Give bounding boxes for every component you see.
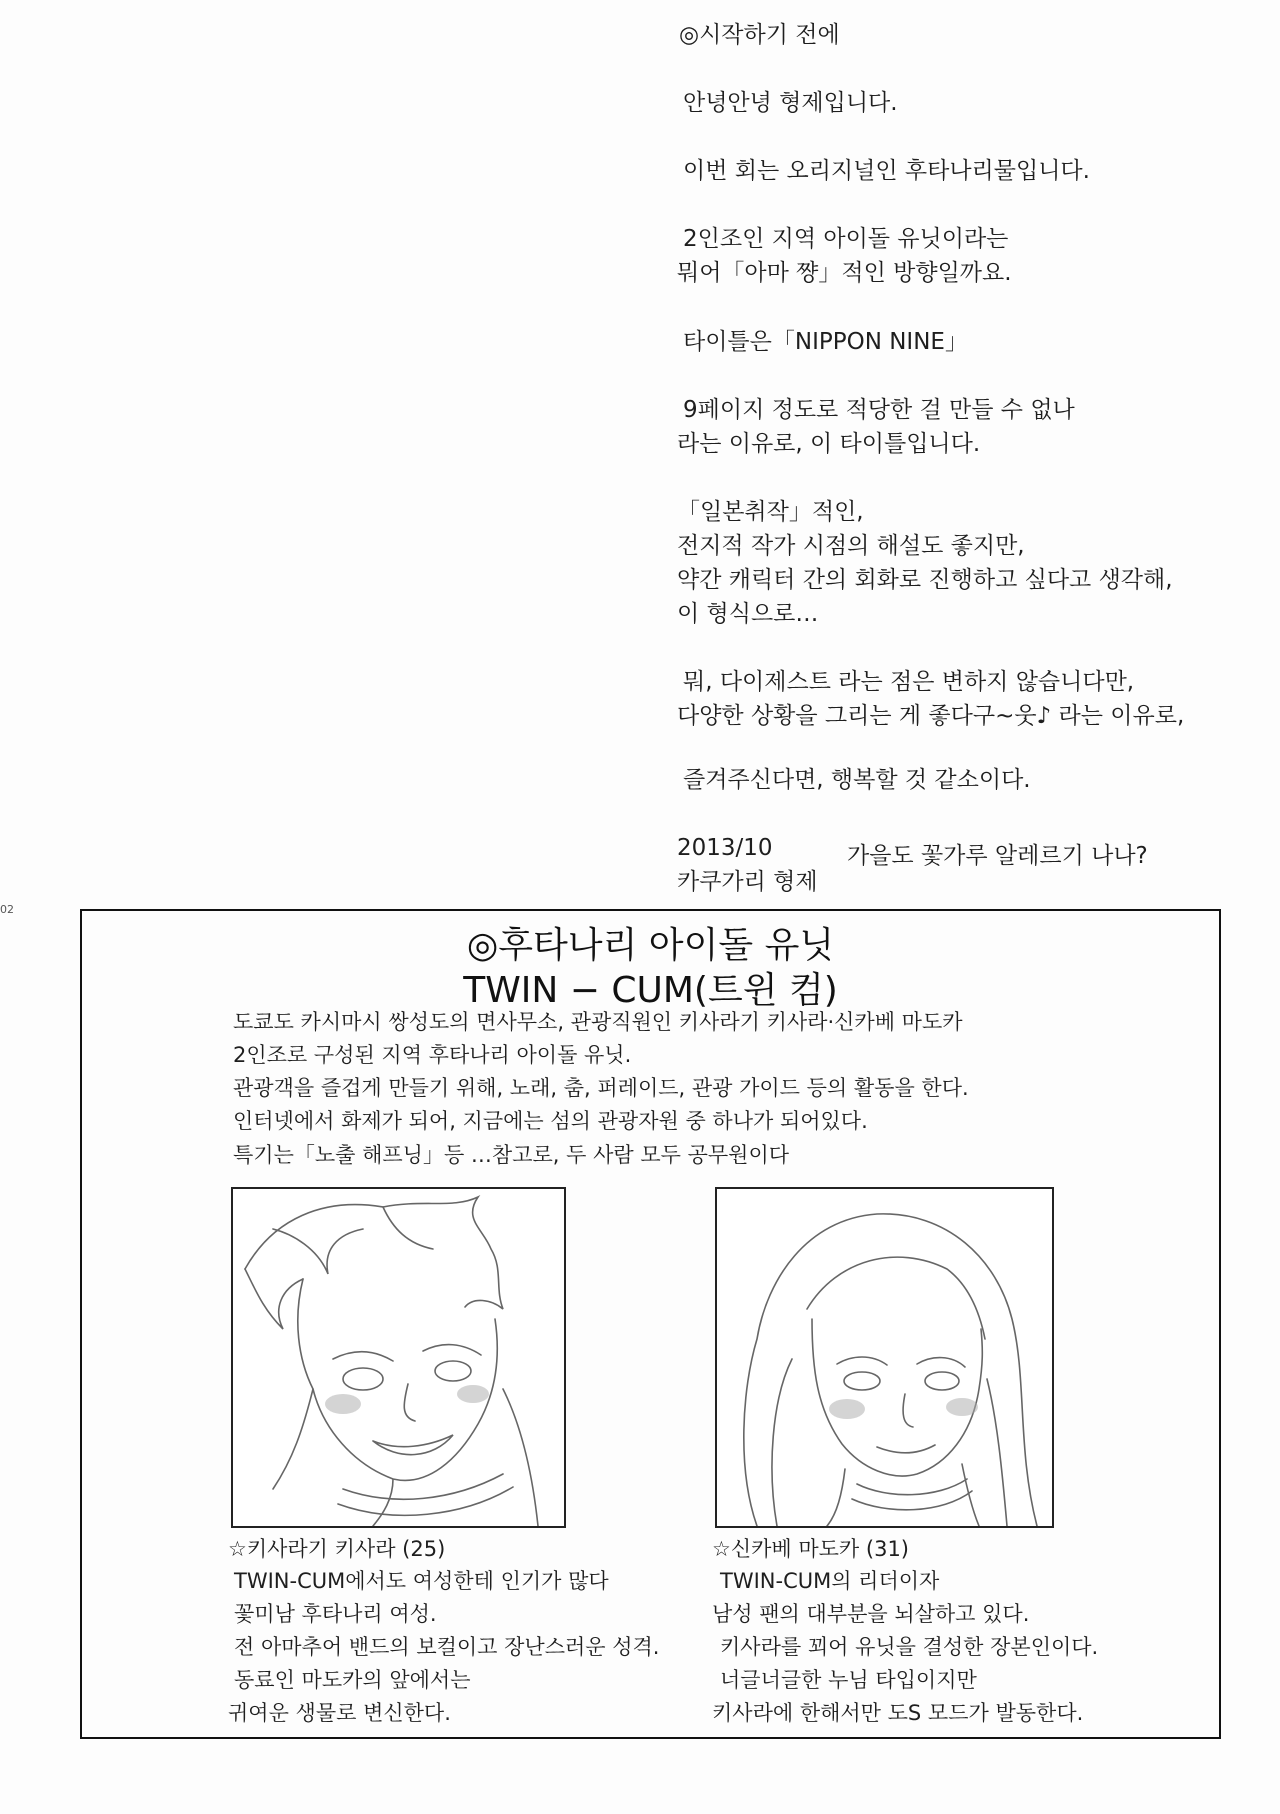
- intro-heading: ◎시작하기 전에: [679, 22, 840, 48]
- unit-desc-line: 도쿄도 카시마시 쌍성도의 면사무소, 관광직원인 키사라기 키사라·신카베 마도카: [233, 1010, 963, 1034]
- kisara-name: ☆키사라기 키사라 (25): [228, 1537, 446, 1561]
- page-number: 02: [0, 903, 14, 916]
- intro-line: 즐겨주신다면, 행복할 것 같소이다.: [683, 767, 1031, 793]
- intro-line: 안녕안녕 형제입니다.: [683, 90, 898, 116]
- madoka-illustration: [717, 1189, 1052, 1526]
- unit-desc-line: 인터넷에서 화제가 되어, 지금에는 섬의 관광자원 중 하나가 되어있다.: [233, 1109, 868, 1133]
- unit-desc-line: 2인조로 구성된 지역 후타나리 아이돌 유닛.: [233, 1043, 632, 1067]
- kisara-desc-line: 동료인 마도카의 앞에서는: [234, 1668, 471, 1692]
- unit-desc-line: 특기는「노출 해프닝」등 …참고로, 두 사람 모두 공무원이다: [233, 1143, 790, 1167]
- intro-line: 라는 이유로, 이 타이틀입니다.: [677, 431, 981, 457]
- intro-line: 약간 캐릭터 간의 회화로 진행하고 싶다고 생각해,: [677, 567, 1173, 593]
- unit-subtitle: TWIN − CUM(트윈 컴): [463, 970, 838, 1011]
- kisara-desc-line: TWIN-CUM에서도 여성한테 인기가 많다: [234, 1569, 609, 1593]
- intro-line: 다양한 상황을 그리는 게 좋다구~웃♪ 라는 이유로,: [677, 703, 1185, 729]
- intro-line: 이 형식으로…: [677, 601, 819, 627]
- intro-line: 「일본취작」적인,: [677, 499, 864, 525]
- madoka-desc-line: 남성 팬의 대부분을 뇌살하고 있다.: [712, 1602, 1030, 1626]
- date: 2013/10: [677, 835, 773, 861]
- kisara-desc-line: 귀여운 생물로 변신한다.: [228, 1701, 451, 1725]
- aside-note: 가을도 꽃가루 알레르기 나나?: [847, 843, 1148, 869]
- author: 카쿠가리 형제: [677, 869, 818, 895]
- madoka-desc-line: 키사라에 한해서만 도S 모드가 발동한다.: [712, 1701, 1084, 1725]
- intro-line: 9페이지 정도로 적당한 걸 만들 수 없나: [683, 397, 1075, 423]
- madoka-desc-line: 키사라를 꾀어 유닛을 결성한 장본인이다.: [720, 1635, 1099, 1659]
- unit-desc-line: 관광객을 즐겁게 만들기 위해, 노래, 춤, 퍼레이드, 관광 가이드 등의 활동을 한다.: [233, 1076, 969, 1100]
- madoka-name: ☆신카베 마도카 (31): [712, 1537, 909, 1561]
- madoka-desc-line: 너글너글한 누님 타입이지만: [720, 1668, 977, 1692]
- madoka-desc-line: TWIN-CUM의 리더이자: [720, 1569, 940, 1593]
- kisara-desc-line: 꽃미남 후타나리 여성.: [234, 1602, 437, 1626]
- intro-line: 뭐어「아마 쨩」적인 방향일까요.: [677, 260, 1012, 286]
- kisara-illustration: [233, 1189, 564, 1526]
- intro-line: 타이틀은「NIPPON NINE」: [683, 329, 968, 355]
- intro-line: 2인조인 지역 아이돌 유닛이라는: [683, 226, 1009, 252]
- intro-line: 이번 회는 오리지널인 후타나리물입니다.: [683, 158, 1090, 184]
- kisara-desc-line: 전 아마추어 밴드의 보컬이고 장난스러운 성격.: [234, 1635, 660, 1659]
- intro-line: 뭐, 다이제스트 라는 점은 변하지 않습니다만,: [683, 669, 1135, 695]
- intro-line: 전지적 작가 시점의 해설도 좋지만,: [677, 533, 1025, 559]
- madoka-portrait: [715, 1187, 1054, 1528]
- unit-title: ◎후타나리 아이돌 유닛: [466, 925, 835, 966]
- kisara-portrait: [231, 1187, 566, 1528]
